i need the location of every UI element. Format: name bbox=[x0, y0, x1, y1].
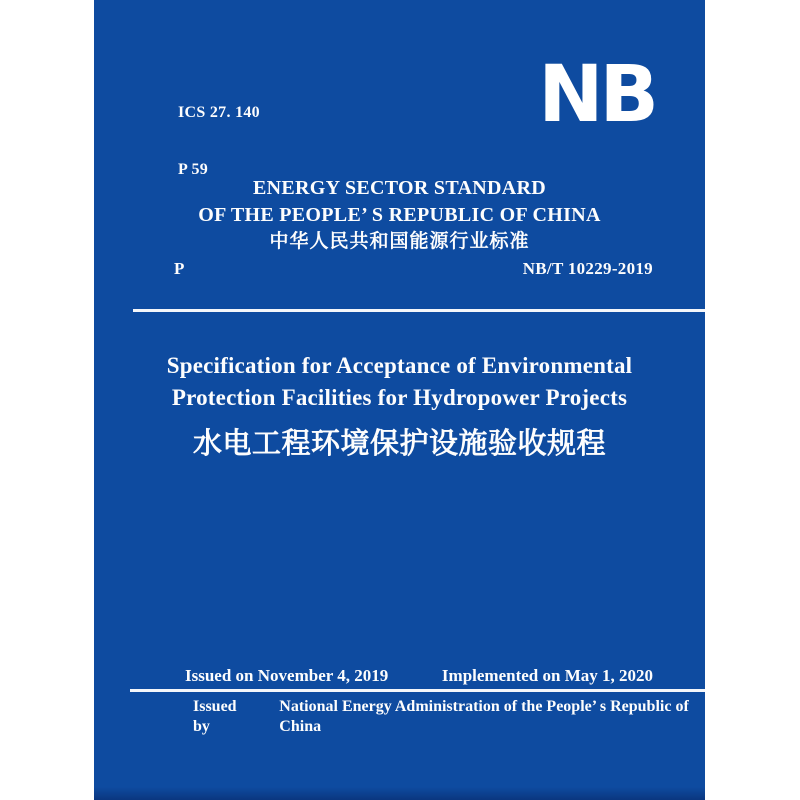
header-line2-en: OF THE PEOPLE’ S REPUBLIC OF CHINA bbox=[198, 204, 601, 226]
title-cn: 水电工程环境保护设施验收规程 bbox=[192, 428, 606, 460]
standard-cover-page bbox=[94, 0, 705, 800]
doc-class-letter: P bbox=[174, 259, 185, 278]
header-line-cn: 中华人民共和国能源行业标准 bbox=[269, 231, 530, 252]
standard-title-block bbox=[94, 350, 705, 463]
issued-date: Issued on November 4, 2019 bbox=[185, 666, 389, 685]
divider-line-bottom bbox=[130, 689, 705, 692]
nb-standard-logo: NB bbox=[538, 50, 655, 140]
title-en-line1: Specification for Acceptance of Environmental bbox=[166, 353, 633, 378]
implemented-date: Implemented on May 1, 2020 bbox=[441, 666, 653, 685]
dates-row bbox=[94, 665, 705, 687]
header-line1-en: ENERGY SECTOR STANDARD bbox=[253, 177, 546, 199]
divider-line-top bbox=[133, 309, 705, 312]
standard-header bbox=[94, 175, 705, 255]
standard-number: NB/T 10229-2019 bbox=[522, 259, 653, 278]
ics-code: ICS 27. 140 bbox=[178, 104, 260, 121]
ics-classification-block bbox=[178, 84, 260, 179]
issued-by-label: Issued by bbox=[193, 698, 237, 735]
issuer-row bbox=[193, 697, 705, 737]
designation-row bbox=[94, 256, 705, 282]
title-en-line2: Protection Facilities for Hydropower Projects bbox=[171, 384, 628, 410]
issued-by-value: National Energy Administration of the People’ s Republic of China bbox=[279, 698, 689, 735]
china-class-code: P 59 bbox=[178, 161, 209, 178]
